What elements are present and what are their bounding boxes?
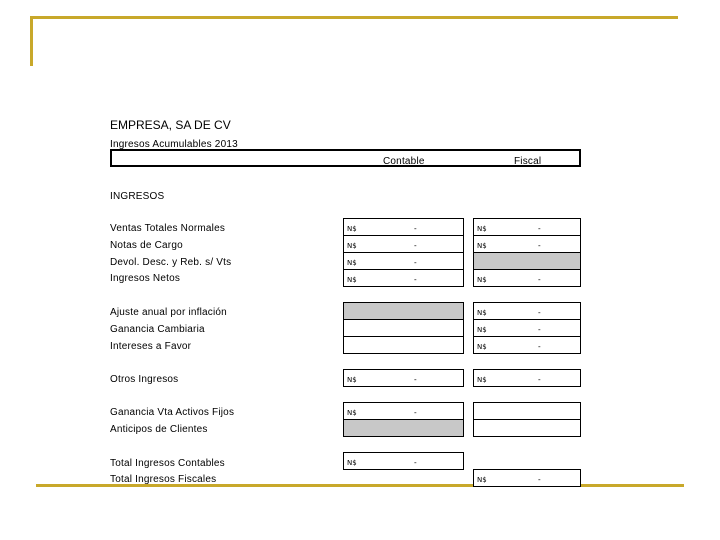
currency-symbol: N$ — [477, 326, 487, 334]
currency-symbol: N$ — [347, 225, 357, 233]
amount-value: - — [414, 241, 417, 250]
amount-value: - — [414, 408, 417, 417]
row-label-activos-fijos: Ganancia Vta Activos Fijos — [110, 407, 235, 418]
row-label-ajuste-inflacion: Ajuste anual por inflación — [110, 307, 227, 318]
amount-value: - — [538, 275, 541, 284]
cell-contable-ventas[interactable] — [343, 218, 464, 236]
cell-fiscal-devoluciones[interactable] — [473, 252, 581, 270]
amount-value: - — [538, 375, 541, 384]
cell-contable-otros[interactable] — [343, 369, 464, 387]
amount-value: - — [538, 475, 541, 484]
amount-value: - — [414, 458, 417, 467]
row-label-ingresos-netos: Ingresos Netos — [110, 273, 181, 284]
currency-symbol: N$ — [347, 409, 357, 417]
currency-symbol: N$ — [477, 276, 487, 284]
row-label-total-contables: Total Ingresos Contables — [110, 458, 225, 469]
top-accent-line — [30, 16, 678, 19]
amount-value: - — [538, 308, 541, 317]
amount-value: - — [538, 325, 541, 334]
row-label-devoluciones: Devol. Desc. y Reb. s/ Vts — [110, 257, 232, 268]
column-contable: Contable — [383, 156, 425, 167]
cell-contable-cambiaria[interactable] — [343, 319, 464, 337]
currency-symbol: N$ — [477, 225, 487, 233]
row-label-otros-ingresos: Otros Ingresos — [110, 374, 179, 385]
cell-fiscal-notas[interactable] — [473, 235, 581, 253]
amount-value: - — [538, 342, 541, 351]
cell-fiscal-ventas[interactable] — [473, 218, 581, 236]
cell-fiscal-ajuste[interactable] — [473, 302, 581, 320]
amount-value: - — [414, 275, 417, 284]
row-label-ventas: Ventas Totales Normales — [110, 223, 226, 234]
column-fiscal: Fiscal — [514, 156, 542, 167]
cell-contable-netos[interactable] — [343, 269, 464, 287]
currency-symbol: N$ — [477, 309, 487, 317]
row-label-total-fiscales: Total Ingresos Fiscales — [110, 474, 217, 485]
report-subtitle: Ingresos Acumulables 2013 — [110, 139, 238, 150]
amount-value: - — [538, 224, 541, 233]
cell-contable-total[interactable] — [343, 452, 464, 470]
cell-contable-devoluciones[interactable] — [343, 252, 464, 270]
left-accent-line — [30, 16, 33, 66]
currency-symbol: N$ — [347, 242, 357, 250]
cell-contable-anticipos[interactable] — [343, 419, 464, 437]
row-label-ganancia-cambiaria: Ganancia Cambiaria — [110, 324, 205, 335]
cell-fiscal-otros[interactable] — [473, 369, 581, 387]
company-title: EMPRESA, SA DE CV — [110, 118, 231, 132]
cell-fiscal-cambiaria[interactable] — [473, 319, 581, 337]
cell-fiscal-anticipos[interactable] — [473, 419, 581, 437]
cell-fiscal-total[interactable] — [473, 469, 581, 487]
cell-contable-activos[interactable] — [343, 402, 464, 420]
currency-symbol: N$ — [347, 376, 357, 384]
currency-symbol: N$ — [477, 343, 487, 351]
section-heading: INGRESOS — [110, 191, 165, 202]
amount-value: - — [414, 258, 417, 267]
cell-contable-ajuste[interactable] — [343, 302, 464, 320]
row-label-anticipos: Anticipos de Clientes — [110, 424, 208, 435]
cell-fiscal-intereses[interactable] — [473, 336, 581, 354]
amount-value: - — [414, 224, 417, 233]
currency-symbol: N$ — [477, 242, 487, 250]
cell-contable-intereses[interactable] — [343, 336, 464, 354]
currency-symbol: N$ — [347, 259, 357, 267]
cell-fiscal-netos[interactable] — [473, 269, 581, 287]
cell-contable-notas[interactable] — [343, 235, 464, 253]
amount-value: - — [538, 241, 541, 250]
currency-symbol: N$ — [477, 376, 487, 384]
column-header-bar — [110, 149, 581, 167]
cell-fiscal-activos[interactable] — [473, 402, 581, 420]
currency-symbol: N$ — [347, 459, 357, 467]
row-label-intereses: Intereses a Favor — [110, 341, 192, 352]
currency-symbol: N$ — [347, 276, 357, 284]
row-label-notas-cargo: Notas de Cargo — [110, 240, 183, 251]
amount-value: - — [414, 375, 417, 384]
currency-symbol: N$ — [477, 476, 487, 484]
